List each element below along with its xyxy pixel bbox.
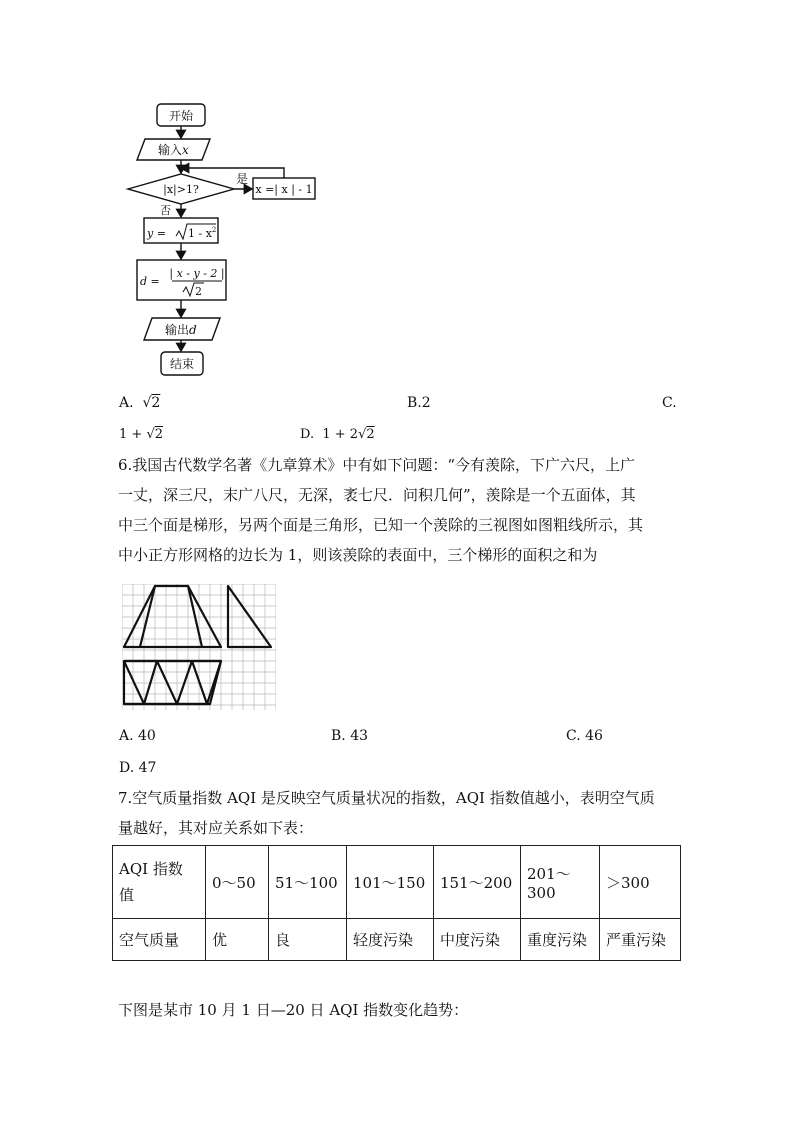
calc-d-denominator: 2: [195, 285, 202, 298]
flowchart: [120, 98, 330, 383]
aqi-table: [112, 845, 681, 961]
aqi-range-cell: 151～200: [434, 846, 521, 919]
no-label: 否: [160, 204, 171, 217]
q7-line-1: 7.空气质量指数 AQI 是反映空气质量状况的指数，AQI 指数值越小，表明空气质: [118, 789, 655, 807]
q6-line-2: 一丈，深三尺，末广八尺，无深，袤七尺．问积几何”，羡除是一个五面体，其: [118, 486, 636, 504]
option-a: A. √2: [119, 395, 161, 411]
aqi-header-cell: AQI 指数 值: [113, 846, 206, 919]
calc-y-radicand: $1 - x^2$: [188, 226, 217, 240]
end-label: 结束: [169, 357, 195, 371]
aqi-level-cell: 严重污染: [600, 919, 681, 961]
q6-line-1: 6.我国古代数学名著《九章算术》中有如下问题：“今有羡除，下广六尺，上广: [118, 456, 635, 474]
calc-d-numerator: | x - y - 2 |: [169, 267, 225, 280]
input-label: 输入x: [158, 143, 189, 157]
aqi-level-cell: 良: [269, 919, 347, 961]
option-c-value: 1 + √2: [119, 427, 164, 442]
q6-line-3: 中三个面是梯形，另两个面是三角形，已知一个羡除的三视图如图粗线所示，其: [118, 516, 644, 534]
condition-label: |x|>1?: [163, 183, 199, 196]
aqi-range-cell: 0～50: [206, 846, 269, 919]
aqi-range-cell: 101～150: [347, 846, 434, 919]
three-view-figure: [122, 584, 276, 710]
top-view: [124, 661, 221, 704]
aqi-level-cell: 重度污染: [521, 919, 600, 961]
q6-option-b: B. 43: [331, 728, 369, 744]
output-label: 输出d: [165, 323, 197, 337]
calc-y-lhs: y =: [147, 227, 166, 240]
update-label: x =| x | - 1: [255, 183, 313, 196]
q7-stem: [118, 783, 688, 843]
calc-d-lhs: d =: [140, 275, 160, 288]
option-c-label: C.: [662, 395, 677, 411]
aqi-table-row: [113, 919, 681, 961]
q6-option-a: A. 40: [119, 728, 156, 744]
q7-trend-text: 下图是某市 10 月 1 日—20 日 AQI 指数变化趋势：: [118, 1001, 469, 1019]
option-b: B.2: [407, 395, 431, 411]
aqi-table-row: [113, 846, 681, 919]
yes-label: 是: [236, 172, 249, 186]
aqi-header-cell: 空气质量: [113, 919, 206, 961]
option-d: D. 1 + 2√2: [300, 427, 375, 442]
q6-stem: [118, 450, 688, 570]
aqi-range-cell: 51～100: [269, 846, 347, 919]
q6-line-4: 中小正方形网格的边长为 1，则该羡除的表面中，三个梯形的面积之和为: [118, 546, 598, 564]
q6-option-c: C. 46: [566, 728, 603, 744]
aqi-level-cell: 轻度污染: [347, 919, 434, 961]
start-label: 开始: [168, 109, 194, 123]
q7-line-2: 量越好，其对应关系如下表：: [118, 819, 314, 837]
aqi-level-cell: 中度污染: [434, 919, 521, 961]
aqi-range-cell: ＞300: [600, 846, 681, 919]
aqi-level-cell: 优: [206, 919, 269, 961]
aqi-range-cell: 201～300: [521, 846, 600, 919]
q6-option-d: D. 47: [119, 760, 157, 776]
